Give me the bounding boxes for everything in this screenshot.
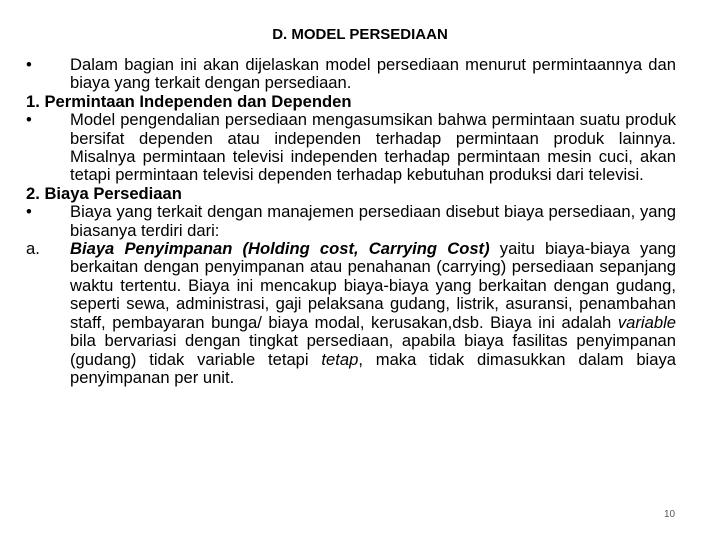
- holding-cost-item: [26, 240, 676, 387]
- tetap-term: tetap: [321, 349, 359, 369]
- cost-paragraph: [26, 203, 676, 240]
- holding-cost-desc-2: bila bervariasi dengan tingkat persediaan, apabila biaya fasilitas penyimpanan (gudang) tidak variable tetapi: [70, 331, 676, 369]
- page-number: 10: [664, 509, 676, 520]
- section-heading-1: [26, 93, 676, 111]
- bullet-marker: •: [26, 110, 32, 130]
- demand-paragraph: [26, 111, 676, 185]
- intro-paragraph: [26, 56, 676, 93]
- heading-permintaan: 1. Permintaan Independen dan Dependen: [26, 91, 352, 111]
- list-marker: a.: [26, 239, 40, 259]
- demand-text: Model pengendalian persediaan mengasumsikan bahwa permintaan suatu produk bersifat dependen atau independen terhadap permintaan produk lainnya. Misalnya permintaan televisi independen terhadap permintaan mesin cuci, akan tetapi permintaan televisi dependen terhadap kebutuhan produksi dari televisi.: [70, 110, 676, 185]
- slide-body: [26, 56, 676, 387]
- bullet-marker: •: [26, 55, 32, 74]
- cost-text: Biaya yang terkait dengan manajemen persediaan disebut biaya persediaan, yang biasanya terdiri dari:: [70, 202, 676, 240]
- intro-text: Dalam bagian ini akan dijelaskan model persediaan menurut permintaannya dan biaya yang terkait dengan persediaan.: [70, 55, 676, 93]
- holding-cost-desc-3: , maka tidak dimasukkan dalam biaya penyimpanan per unit.: [70, 349, 676, 387]
- holding-cost-term: Biaya Penyimpanan (Holding cost, Carrying Cost): [70, 239, 490, 259]
- bullet-marker: •: [26, 202, 32, 222]
- holding-cost-text: [70, 240, 676, 387]
- holding-cost-desc-1: yaitu biaya-biaya yang berkaitan dengan penyimpanan atau penahanan (carrying) persediaan sepanjang waktu tertentu. Biaya ini mencakup biaya-biaya yang berkaitan dengan gudang, seperti sewa, administrasi, gaji pelaksana gudang, listrik, asuransi, penambahan staff, pembayaran bunga/ biaya modal, kerusakan,dsb. Biaya ini adalah: [70, 239, 677, 332]
- slide-title: D. MODEL PERSEDIAAN: [272, 26, 448, 43]
- variable-term: variable: [617, 312, 676, 332]
- section-heading-2: [26, 185, 676, 203]
- heading-biaya: 2. Biaya Persediaan: [26, 183, 182, 203]
